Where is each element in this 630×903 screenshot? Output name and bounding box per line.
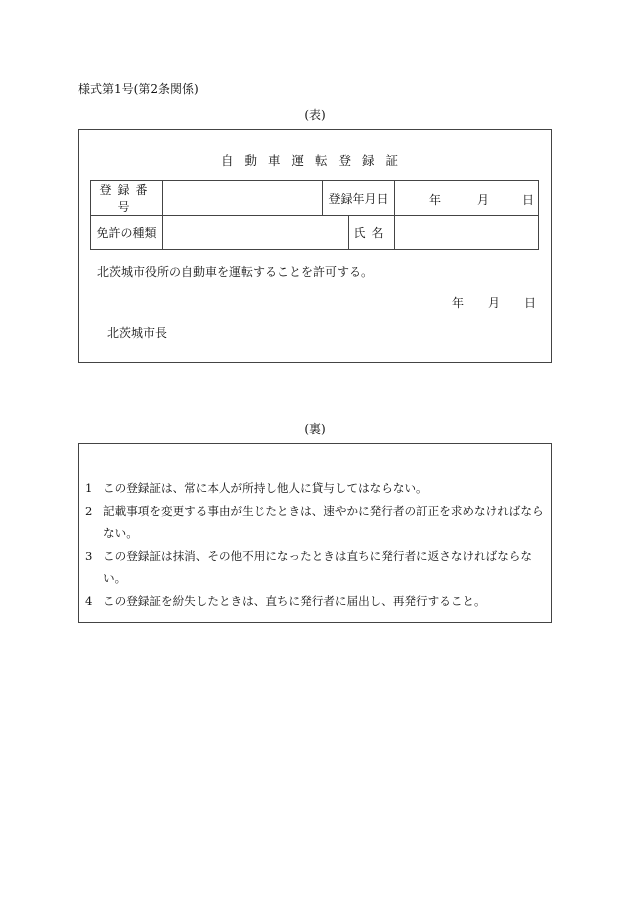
note-text: この登録証は、常に本人が所持し他人に貸与してはならない。 [103, 481, 428, 495]
registration-date-value [395, 181, 539, 216]
registration-card-front [78, 129, 552, 363]
note-text: この登録証を紛失したときは、直ちに発行者に届出し、再発行すること。 [103, 593, 486, 608]
back-side-label: (裏) [304, 422, 326, 436]
note-number: 1 [85, 481, 93, 495]
note-number: 3 [85, 548, 93, 563]
date-day-label: 日 [522, 193, 535, 207]
permission-statement: 北茨城市役所の自動車を運転することを許可する。 [97, 265, 374, 279]
registration-number-value [163, 181, 323, 216]
list-item [85, 545, 547, 590]
registration-date-label: 登録年月日 [323, 181, 395, 216]
front-side-label: (表) [304, 108, 326, 122]
notes-list [85, 477, 547, 612]
table-row [91, 216, 539, 250]
issue-date-day: 日 [524, 296, 537, 310]
registration-number-label: 登録番号 [91, 181, 163, 216]
note-number: 4 [85, 593, 93, 608]
issuer-title: 北茨城市長 [107, 326, 168, 340]
form-number-label: 様式第1号(第2条関係) [78, 82, 199, 96]
card-title: 自動車運転登録証 [220, 153, 409, 168]
registration-card-back [78, 443, 552, 623]
name-label: 氏名 [349, 216, 395, 250]
table-row [91, 181, 539, 216]
list-item [85, 590, 547, 613]
issue-date-year: 年 [452, 296, 465, 310]
issue-date-month: 月 [488, 296, 501, 310]
note-text: 記載事項を変更する事由が生じたときは、速やかに発行者の訂正を求めなければならない。 [103, 503, 544, 540]
list-item [85, 500, 547, 545]
note-number: 2 [85, 503, 93, 518]
license-type-label: 免許の種類 [91, 216, 163, 250]
date-year-label: 年 [429, 193, 442, 207]
license-type-value [163, 216, 349, 250]
name-value [395, 216, 539, 250]
registration-table [90, 180, 539, 250]
list-item [85, 477, 547, 500]
date-month-label: 月 [477, 193, 490, 207]
note-text: この登録証は抹消、その他不用になったときは直ちに発行者に返さなければならない。 [103, 548, 532, 585]
